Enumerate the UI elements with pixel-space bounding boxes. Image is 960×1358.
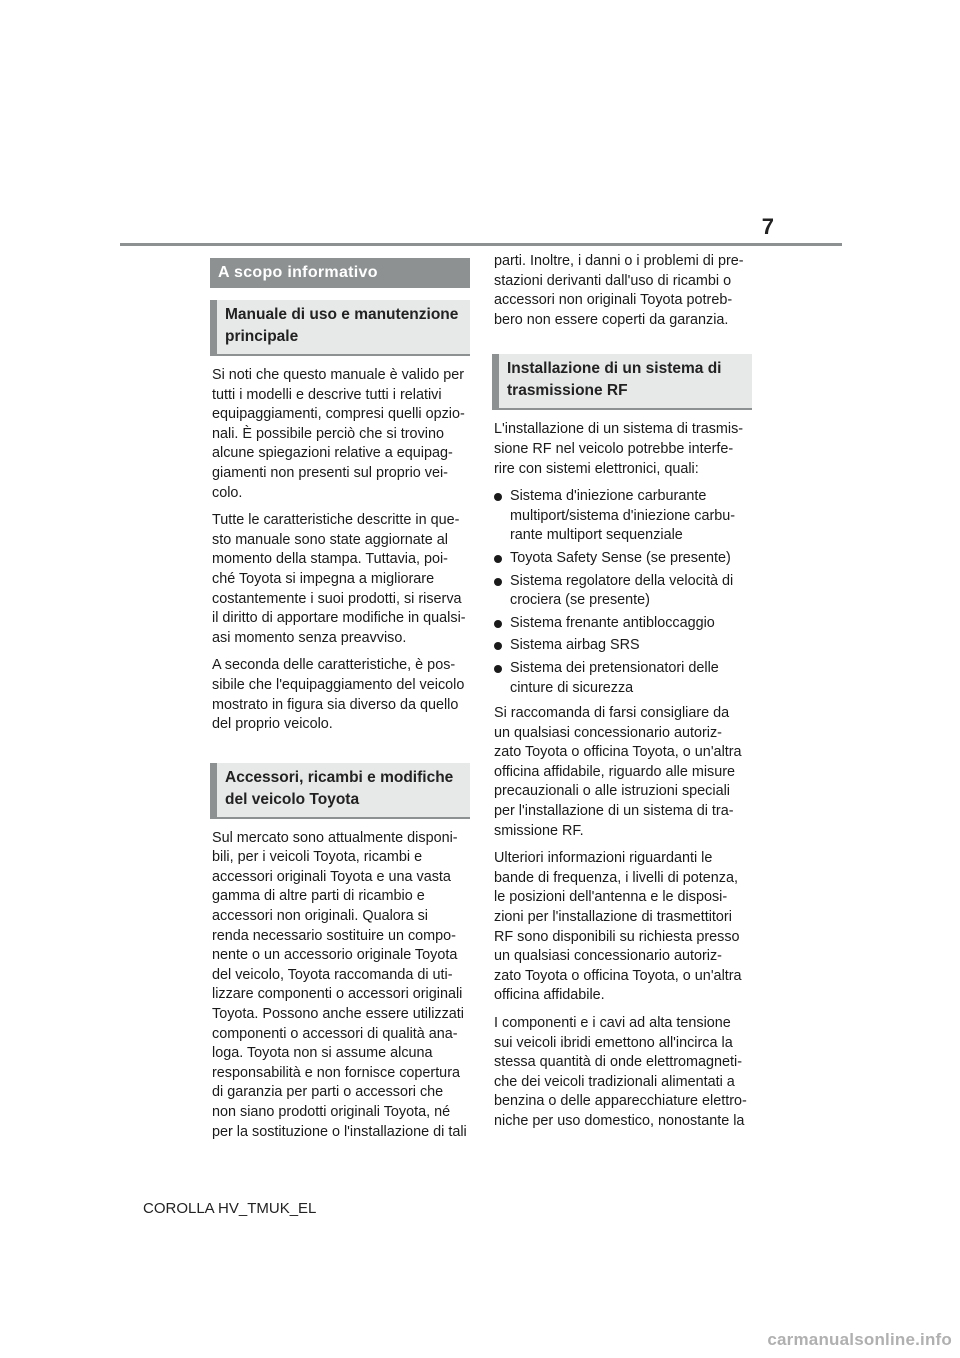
bullet-icon bbox=[494, 642, 502, 650]
paragraph-continuation: parti. Inoltre, i danni o i problemi di pre- stazioni derivanti dall'uso di ricambi o accessori non originali Toyota potreb- bero non essere coperti da garanzia. bbox=[494, 253, 744, 328]
list-item: Sistema dei pretensionatori delle cinture di sicurezza bbox=[492, 659, 752, 698]
paragraph: Sul mercato sono attualmente disponi- bili, per i veicoli Toyota, ricambi e accessori originali Toyota e una vasta gamma di altre parti di ricambio e accessori non originali. Qualora si renda necessario sostituire un compo- nente o un accessorio originale Toyota del veicolo, Toyota raccomanda di uti- lizzare componenti o accessori originali Toyota. Possono anche essere utilizzati componenti o accessori di qualità ana- loga. Toyota non si assume alcuna responsabilità e non fornisce copertura di garanzia per parti o accessori che non siano prodotti originali Toyota, né per la sostituzione o l'installazione di tali bbox=[212, 829, 467, 1140]
footer-model-code: COROLLA HV_TMUK_EL bbox=[143, 1200, 317, 1217]
list-item: Sistema airbag SRS bbox=[492, 636, 752, 656]
subsection-title-accessories: Accessori, ricambi e modifiche del veicolo Toyota bbox=[210, 763, 470, 819]
left-column bbox=[210, 258, 470, 1150]
page-number: 7 bbox=[761, 214, 774, 239]
bullet-icon bbox=[494, 578, 502, 586]
list-item: Sistema frenante antibloccaggio bbox=[492, 614, 752, 634]
right-column bbox=[492, 252, 752, 1140]
paragraph: I componenti e i cavi ad alta tensione sui veicoli ibridi emettono all'incirca la stessa quantità di onde elettromagneti- che dei veicoli tradizionali alimentati a benzina o delle apparecchiature elettro- niche per uso domestico, nonostante la bbox=[494, 1015, 747, 1129]
bullet-icon bbox=[494, 493, 502, 501]
subsection-title-rf: Installazione di un sistema di trasmissione RF bbox=[492, 354, 752, 410]
list-item: Sistema d'iniezione carburante multiport/sistema d'iniezione carbu- rante multiport sequenziale bbox=[492, 487, 752, 546]
paragraph: Tutte le caratteristiche descritte in que- sto manuale sono state aggiornate al momento della stampa. Tuttavia, poi- ché Toyota si impegna a migliorare costantemente i suoi prodotti, si riserva il diritto di apportare modifiche in qualsi- asi momento senza preavviso. bbox=[212, 512, 466, 646]
bullet-icon bbox=[494, 665, 502, 673]
list-item: Toyota Safety Sense (se presente) bbox=[492, 549, 752, 569]
bullet-icon bbox=[494, 620, 502, 628]
watermark: carmanualsonline.info bbox=[767, 1330, 952, 1349]
paragraph-intro: L'installazione di un sistema di trasmis- sione RF nel veicolo potrebbe interfe- rire con sistemi elettronici, quali: bbox=[494, 421, 744, 477]
list-item: Sistema regolatore della velocità di crociera (se presente) bbox=[492, 572, 752, 611]
header-rule bbox=[120, 243, 842, 246]
paragraph: A seconda delle caratteristiche, è pos- sibile che l'equipaggiamento del veicolo mostrato in figura sia diverso da quello del proprio veicolo. bbox=[212, 657, 465, 733]
bullet-list bbox=[492, 487, 752, 698]
subsection-title-manual: Manuale di uso e manutenzione principale bbox=[210, 300, 470, 356]
section-title: A scopo informativo bbox=[210, 258, 470, 288]
bullet-icon bbox=[494, 555, 502, 563]
paragraph: Si raccomanda di farsi consigliare da un qualsiasi concessionario autoriz- zato Toyota o officina Toyota, o un'altra officina affidabile, riguardo alle misure precauzionali o alle istruzioni speciali per l'installazione di un sistema di tra- smissione RF. bbox=[494, 705, 742, 839]
paragraph: Ulteriori informazioni riguardanti le bande di frequenza, i livelli di potenza, le posizioni dell'antenna e le disposi- zioni per l'installazione di trasmettitori RF sono disponibili su richiesta presso un qualsiasi concessionario autoriz- zato Toyota o officina Toyota, o un'altra officina affidabile. bbox=[494, 850, 742, 1004]
paragraph: Si noti che questo manuale è valido per tutti i modelli e descrive tutti i relativi equipaggiamenti, compresi quelli opzio- nali. È possibile perciò che si trovino alcune spiegazioni relative a equipag- giamenti non presenti sul proprio vei- colo. bbox=[212, 367, 465, 501]
